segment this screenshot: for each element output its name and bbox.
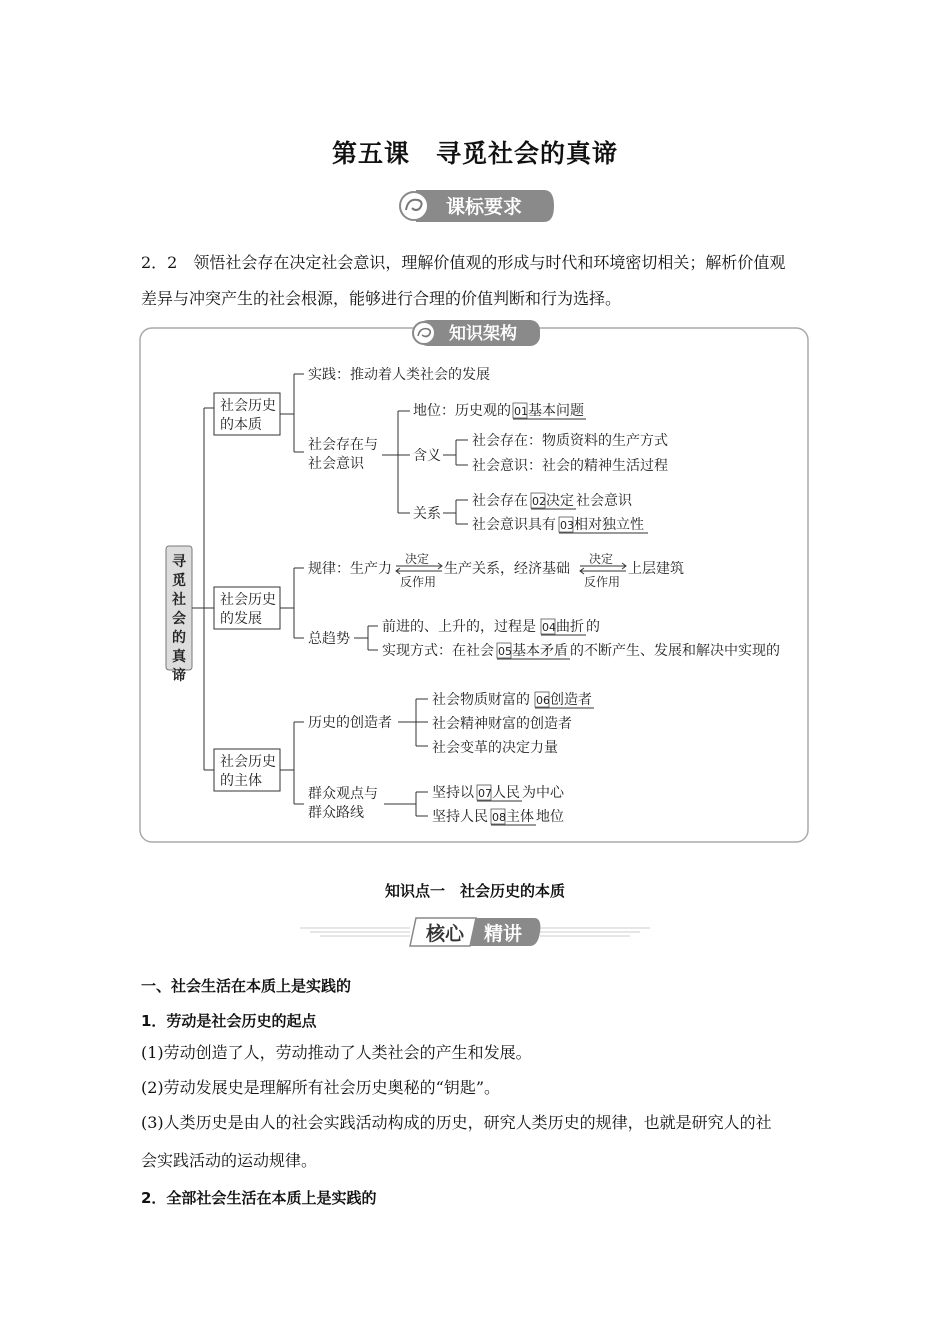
law-arrow1-top: 决定 [405, 552, 430, 566]
branch1-label-2: 的本质 [220, 417, 262, 433]
meaning-item2: 社会意识：社会的精神生活过程 [472, 458, 668, 474]
mass1-suffix: 为中心 [522, 785, 564, 801]
existence-label-2: 社会意识 [308, 456, 364, 472]
paragraph-3-line2: 会实践活动的运动规律。 [141, 1151, 318, 1170]
relation2-answer: 相对独立性 [574, 517, 644, 533]
paragraph-1: (1)劳动创造了人，劳动推动了人类社会的产生和发展。 [141, 1043, 532, 1062]
position-num: 01 [514, 405, 528, 418]
branch2-label-2: 的发展 [220, 611, 262, 627]
creator1-prefix: 社会物质财富的 [432, 692, 530, 708]
section-heading-3: 2．全部社会生活在本质上是实践的 [141, 1189, 377, 1207]
section-heading-1: 一、社会生活在本质上是实践的 [141, 977, 352, 995]
creator1-num: 06 [536, 694, 550, 707]
paragraph-3-line1: (3)人类历史是由人的社会实践活动构成的历史，研究人类历史的规律，也就是研究人的社 [141, 1113, 772, 1132]
section-heading-2: 1．劳动是社会历史的起点 [141, 1012, 317, 1030]
root-label-char: 真 [172, 649, 186, 665]
law-end: 上层建筑 [628, 561, 684, 577]
trend2-num: 05 [498, 645, 512, 658]
creator3: 社会变革的决定力量 [432, 740, 558, 756]
root-label-char: 的 [172, 630, 186, 646]
root-label-char: 寻 [172, 554, 186, 570]
position-answer: 基本问题 [528, 403, 584, 419]
explain-badge-label: 精讲 [484, 923, 523, 945]
mass1-answer: 人民 [492, 785, 520, 801]
mass1-prefix: 坚持以 [432, 785, 474, 801]
core-badge-label: 核心 [426, 923, 465, 945]
practice-text: 实践：推动着人类社会的发展 [308, 367, 490, 383]
mass2-answer: 主体 [506, 809, 534, 825]
trend1-num: 04 [542, 621, 556, 634]
existence-label-1: 社会存在与 [308, 437, 378, 453]
framework-badge [413, 320, 540, 346]
root-label-char: 会 [172, 611, 186, 627]
law-prefix: 规律：生产力 [308, 561, 392, 577]
trend2-suffix: 的不断产生、发展和解决中实现的 [570, 643, 780, 659]
relation2-num: 03 [560, 519, 574, 532]
trend-label: 总趋势 [308, 631, 350, 647]
creator2: 社会精神财富的创造者 [432, 716, 572, 732]
mass-label-2: 群众路线 [308, 805, 364, 821]
page-title: 第五课 寻觅社会的真谛 [331, 139, 618, 168]
law-arrow1-bottom: 反作用 [400, 575, 437, 589]
law-arrow2-bottom: 反作用 [584, 575, 621, 589]
relation-label: 关系 [413, 506, 441, 522]
trend2-answer: 基本矛盾 [512, 643, 568, 659]
law-middle: 生产关系，经济基础 [444, 561, 570, 577]
knowledge-point-heading: 知识点一 社会历史的本质 [384, 882, 565, 900]
mass2-prefix: 坚持人民 [432, 809, 488, 825]
trend2-prefix: 实现方式：在社会 [382, 643, 494, 659]
root-label-char: 社 [172, 592, 186, 608]
standards-text-line1: 2．2 领悟社会存在决定社会意识，理解价值观的形成与时代和环境密切相关；解析价值观 [141, 253, 786, 272]
relation1-num: 02 [532, 495, 546, 508]
mass-label-1: 群众观点与 [308, 786, 378, 802]
root-label-char: 谛 [172, 668, 186, 684]
root-label [171, 554, 187, 684]
trend1-answer: 曲折 [556, 619, 584, 635]
relation1-answer: 决定 [546, 493, 574, 509]
standards-text-line2: 差异与冲突产生的社会根源，能够进行合理的价值判断和行为选择。 [141, 289, 622, 308]
relation1-suffix: 社会意识 [576, 493, 632, 509]
trend1-suffix: 的 [586, 619, 600, 635]
branch1-label-1: 社会历史 [220, 398, 276, 414]
mass2-suffix: 地位 [536, 809, 564, 825]
branch2-label-1: 社会历史 [220, 592, 276, 608]
branch3-label-1: 社会历史 [220, 754, 276, 770]
framework-badge-label: 知识架构 [449, 324, 517, 344]
meaning-label: 含义 [413, 448, 441, 464]
branch3-label-2: 的主体 [220, 773, 262, 789]
law-arrow2-top: 决定 [589, 552, 614, 566]
trend1-prefix: 前进的、上升的，过程是 [382, 619, 536, 635]
paragraph-2: (2)劳动发展史是理解所有社会历史奥秘的“钥匙”。 [141, 1078, 501, 1097]
mass2-num: 08 [492, 811, 506, 824]
core-explain-badge [300, 918, 650, 946]
position-prefix: 地位：历史观的 [413, 403, 511, 419]
standards-badge-label: 课标要求 [445, 196, 523, 218]
creator1-answer: 创造者 [550, 692, 592, 708]
relation2-prefix: 社会意识具有 [472, 517, 556, 533]
creator-label: 历史的创造者 [308, 715, 392, 731]
meaning-item1: 社会存在：物质资料的生产方式 [472, 433, 668, 449]
root-label-char: 觅 [172, 573, 186, 589]
mass1-num: 07 [478, 787, 492, 800]
relation1-prefix: 社会存在 [472, 493, 528, 509]
